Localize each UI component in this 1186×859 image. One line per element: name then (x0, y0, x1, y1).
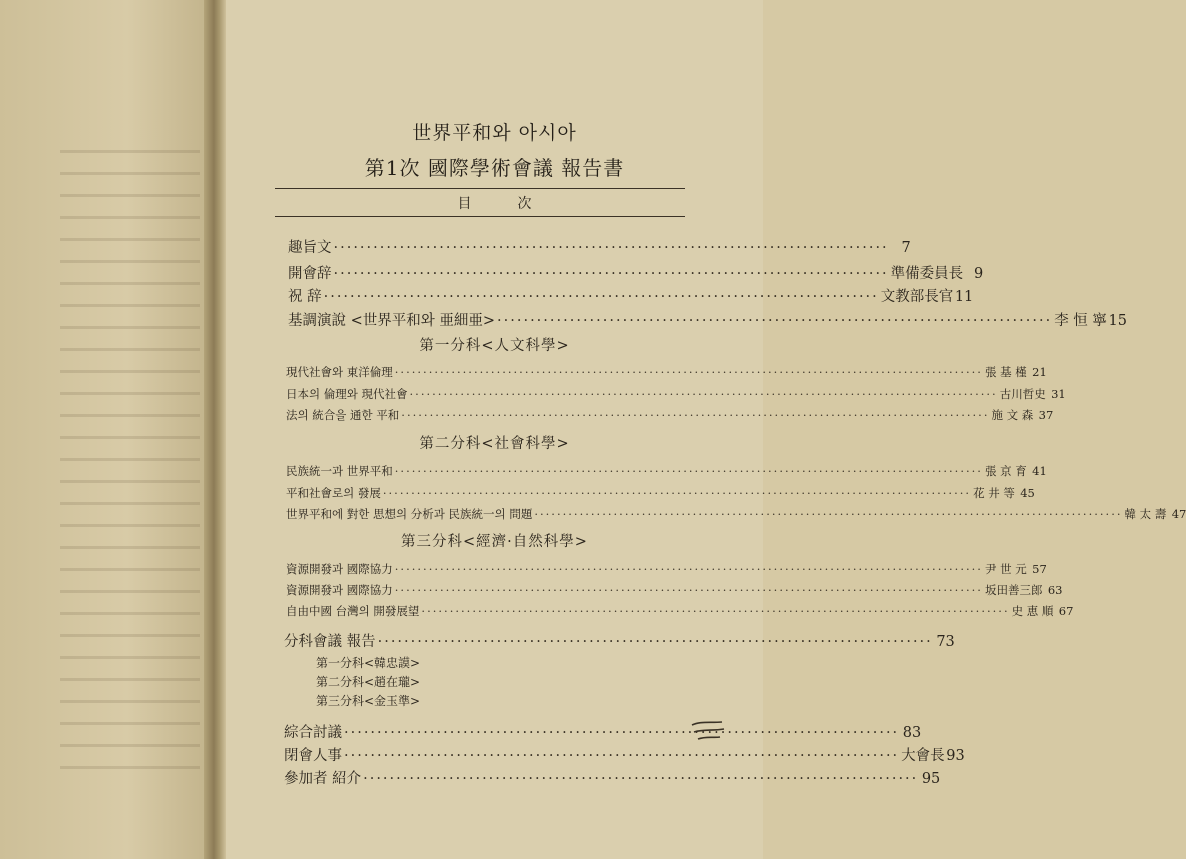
entry-page: 7 (901, 240, 911, 256)
entry-title: 法의 統合을 通한 平和 (286, 408, 400, 422)
entry-title: 自由中國 台灣의 開發展望 (286, 604, 420, 618)
leader-dots: ···················································································· (323, 289, 879, 305)
entry-title: 綜合討議 (284, 725, 342, 741)
page-title: 世界平和와 아시아 (412, 122, 577, 144)
entry-page: 31 (1051, 387, 1066, 401)
entry-title: 資源開發과 國際協力 (286, 562, 393, 576)
entry-page: 15 (1108, 313, 1127, 329)
leader-dots: ········································································································ (394, 583, 983, 597)
entry-title: 平和社會로의 發展 (286, 486, 381, 500)
entry-author: 施 文 森 (991, 408, 1034, 422)
entry-page: 57 (1032, 562, 1047, 576)
entry-author: 準備委員長 (890, 266, 964, 282)
facing-page (0, 0, 212, 859)
handwritten-mark (688, 717, 728, 745)
toc-entry[interactable] (288, 285, 974, 306)
toc-entry[interactable] (286, 386, 1066, 402)
entry-page: 11 (954, 289, 974, 305)
bleed-through-text (60, 150, 200, 770)
toc-entry[interactable] (286, 485, 1035, 501)
entry-title: 祝 辞 (288, 289, 322, 305)
entry-author: 文教部長官 (880, 289, 954, 305)
toc-entry[interactable] (286, 582, 1063, 598)
entry-page: 9 (973, 266, 984, 282)
leader-dots: ···················································································· (333, 266, 889, 282)
entry-title: 民族統一과 世界平和 (286, 464, 393, 478)
entry-page: 37 (1038, 408, 1054, 422)
section-heading: 第二分科<社會科學> (419, 436, 570, 452)
leader-dots: ········································································································ (394, 562, 983, 576)
entry-author: 史 恵 順 (1011, 604, 1054, 618)
entry-page: 83 (902, 725, 922, 741)
toc-entry[interactable] (288, 309, 1127, 330)
leader-dots: ···················································································· (497, 313, 1053, 329)
leader-dots: ···················································································· (333, 240, 889, 256)
toc-entry[interactable] (288, 236, 911, 257)
leader-dots: ········································································································ (394, 365, 983, 379)
toc-entry[interactable] (284, 630, 955, 651)
section-heading: 第一分科<人文科學> (419, 338, 570, 354)
toc-entry[interactable] (286, 364, 1047, 380)
contents-page (226, 0, 1186, 859)
page-subtitle: 第1次 國際學術會議 報告書 (364, 156, 625, 180)
entry-page: 63 (1047, 583, 1063, 597)
toc-entry[interactable] (284, 721, 922, 742)
leader-dots: ········································································································ (382, 486, 972, 500)
toc-entry[interactable] (286, 463, 1047, 479)
entry-title: 基調演說 <世界平和와 亜細亜> (288, 313, 496, 329)
book-gutter (204, 0, 226, 859)
leader-dots: ········································································································ (421, 604, 1010, 618)
entry-title: 趣旨文 (288, 240, 332, 256)
leader-dots: ········································································································ (394, 464, 983, 478)
entry-author: 古川哲史 (999, 387, 1046, 401)
toc-entry[interactable] (286, 603, 1074, 619)
entry-author: 花 井 等 (973, 486, 1015, 500)
entry-title: 分科會議 報告 (284, 634, 376, 650)
report-item: 第三分科<金玉準> (316, 694, 421, 708)
report-item: 第一分科<韓忠謨> (316, 656, 421, 670)
entry-page: 95 (921, 771, 941, 787)
entry-page: 67 (1058, 604, 1074, 618)
leader-dots: ········································································································ (409, 387, 998, 401)
entry-page: 93 (946, 748, 965, 764)
entry-page: 47 (1171, 507, 1186, 521)
entry-author: 坂田善三郎 (984, 583, 1043, 597)
entry-page: 73 (936, 634, 955, 650)
leader-dots: ···················································································· (377, 634, 933, 650)
entry-page: 41 (1032, 464, 1047, 478)
section-heading: 第三分科<經濟·自然科學> (401, 534, 588, 550)
entry-title: 開會辞 (288, 266, 332, 282)
toc-entry[interactable] (284, 744, 965, 765)
entry-page: 45 (1020, 486, 1035, 500)
toc-entry[interactable] (286, 561, 1047, 577)
entry-author: 尹 世 元 (984, 562, 1027, 576)
toc-entry[interactable] (286, 506, 1186, 522)
entry-author: 大會長 (901, 748, 945, 764)
toc-heading: 目次 (457, 196, 578, 212)
entry-title: 資源開發과 國際協力 (286, 583, 393, 597)
leader-dots: ···················································································· (344, 725, 900, 741)
entry-author: 張 基 槿 (984, 365, 1027, 379)
entry-page: 21 (1032, 365, 1047, 379)
entry-title: 現代社會와 東洋倫理 (286, 365, 393, 379)
leader-dots: ···················································································· (344, 748, 900, 764)
entry-title: 世界平和에 對한 思想의 分析과 民族統一의 問題 (286, 507, 533, 521)
leader-dots: ········································································································ (534, 507, 1123, 521)
entry-author: 李 恒 寧 (1054, 313, 1107, 329)
entry-title: 閉會人事 (284, 748, 342, 764)
header-rule-bottom (275, 216, 685, 217)
entry-title: 參加者 紹介 (284, 771, 362, 787)
entry-author: 韓 太 壽 (1124, 507, 1167, 521)
report-item: 第二分科<趙在瓏> (316, 675, 421, 689)
toc-entry[interactable] (288, 262, 984, 283)
entry-author: 張 京 育 (984, 464, 1027, 478)
leader-dots: ········································································································ (401, 408, 990, 422)
toc-entry[interactable] (286, 407, 1054, 423)
leader-dots: ···················································································· (363, 771, 919, 787)
header-rule-top (275, 188, 685, 189)
toc-entry[interactable] (284, 767, 941, 788)
entry-title: 日本의 倫理와 現代社會 (286, 387, 408, 401)
